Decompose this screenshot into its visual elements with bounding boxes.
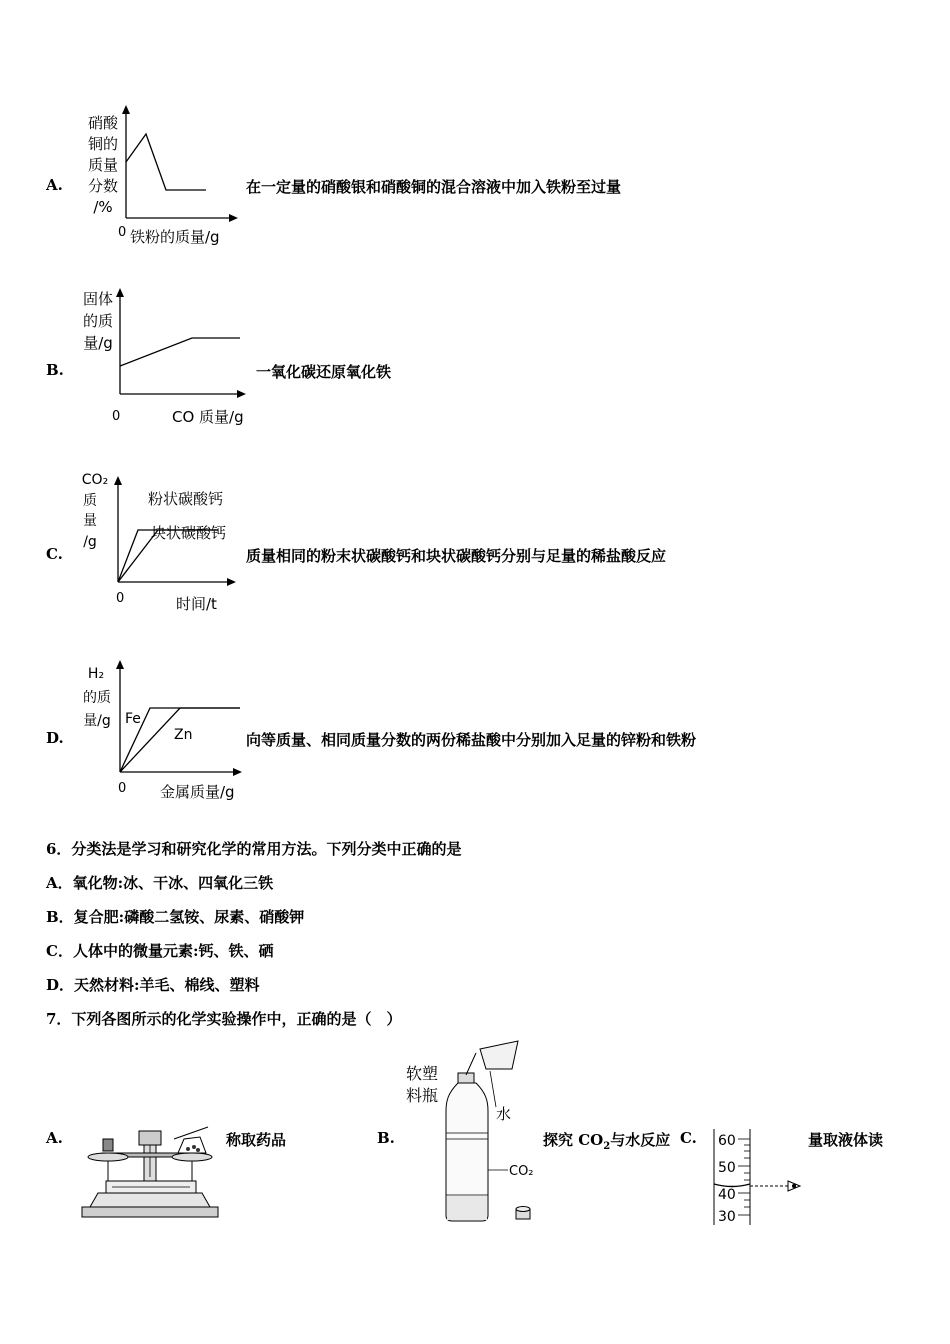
- series-line-copper-nitrate: [126, 134, 206, 190]
- origin-label: 0: [116, 591, 125, 606]
- q5-option-b-chart: [70, 282, 260, 432]
- ylabel-line: CO₂: [81, 472, 109, 488]
- x-axis-label: 时间/t: [176, 595, 217, 613]
- q6-option-c: C．人体中的微量元素:钙、铁、硒: [46, 942, 274, 960]
- ylabel-line: H₂: [87, 666, 105, 682]
- water-label: 水: [496, 1105, 512, 1123]
- ylabel-line: 铜的: [87, 135, 119, 153]
- q7-option-c-letter: C.: [680, 1129, 697, 1147]
- q5-option-a-chart: [70, 100, 245, 250]
- plastic-bottle-illustration: [400, 1035, 550, 1227]
- ylabel-line: 量/g: [83, 713, 111, 729]
- ylabel-line: 量: [83, 513, 97, 529]
- x-axis-arrow: [229, 214, 238, 222]
- x-axis-label: CO 质量/g: [172, 408, 244, 426]
- q5-option-d-letter: D.: [46, 729, 64, 747]
- bottle-label-line-1: 软塑: [406, 1064, 439, 1083]
- legend-label-powder: 粉状碳酸钙: [148, 490, 224, 508]
- graduated-cylinder-illustration: [710, 1125, 810, 1229]
- ylabel-line: 的质: [83, 690, 111, 706]
- q5-option-b-description: 一氧化碳还原氧化铁: [256, 363, 392, 381]
- q7-option-b-caption: [543, 1129, 670, 1152]
- ylabel-line: 的质: [82, 312, 114, 330]
- ylabel-line: /g: [83, 534, 97, 550]
- series-label-zn: Zn: [174, 727, 193, 743]
- y-axis-arrow: [116, 660, 124, 669]
- y-axis-arrow: [114, 476, 122, 485]
- q5-option-d-chart: [70, 652, 250, 804]
- gas-label: CO₂: [509, 1164, 534, 1179]
- series-line-solid-mass: [120, 338, 240, 366]
- ylabel-line: 硝酸: [87, 114, 119, 132]
- scale-label: 50: [718, 1160, 736, 1176]
- ylabel-line: 固体: [82, 290, 114, 308]
- weight-icon: [103, 1139, 113, 1151]
- q6-option-b: B．复合肥:磷酸二氢铵、尿素、硝酸钾: [46, 908, 305, 926]
- x-axis-arrow: [237, 390, 246, 398]
- y-axis-arrow: [122, 105, 130, 114]
- origin-label: 0: [118, 781, 127, 796]
- ylabel-line: /%: [93, 198, 113, 216]
- q5-option-a-description: 在一定量的硝酸银和硝酸铜的混合溶液中加入铁粉至过量: [246, 178, 622, 196]
- q5-option-c-chart: [70, 466, 248, 616]
- scale-label: 60: [718, 1133, 736, 1149]
- q5-option-c-description: 质量相同的粉末状碳酸钙和块状碳酸钙分别与足量的稀盐酸反应: [246, 547, 667, 565]
- q5-option-c-letter: C.: [46, 545, 63, 563]
- q5-option-d-description: 向等质量、相同质量分数的两份稀盐酸中分别加入足量的锌粉和铁粉: [246, 731, 697, 749]
- ylabel-line: 质量: [87, 156, 119, 174]
- scale-label: 30: [718, 1209, 736, 1225]
- y-axis-arrow: [116, 288, 124, 297]
- legend-label-lump: 块状碳酸钙: [151, 524, 227, 542]
- caption-subscript: 2: [603, 1141, 611, 1152]
- q7-option-a-caption: 称取药品: [226, 1131, 287, 1149]
- q7-option-b-letter: B.: [377, 1129, 395, 1147]
- q7-option-c-caption: 量取液体读: [808, 1131, 884, 1149]
- x-axis-label: 金属质量/g: [160, 783, 235, 801]
- x-axis-label: 铁粉的质量/g: [130, 228, 220, 246]
- x-axis-arrow: [227, 578, 236, 586]
- series-label-fe: Fe: [125, 711, 141, 727]
- scale-label: 40: [718, 1187, 736, 1203]
- bottle-label-line-2: 料瓶: [406, 1086, 439, 1105]
- origin-label: 0: [112, 409, 121, 424]
- ylabel-line: 分数: [87, 177, 119, 195]
- q7-option-a-letter: A.: [46, 1129, 63, 1147]
- x-axis-arrow: [233, 768, 242, 776]
- caption-part: 与水反应: [610, 1131, 671, 1149]
- caption-part: 探究 CO: [543, 1131, 604, 1149]
- q5-option-b-letter: B.: [46, 361, 64, 379]
- ylabel-line: 质: [83, 493, 97, 509]
- q6-option-d: D．天然材料:羊毛、棉线、塑料: [46, 976, 260, 994]
- q6-stem: 6．分类法是学习和研究化学的常用方法。下列分类中正确的是: [46, 840, 462, 858]
- origin-label: 0: [118, 225, 127, 240]
- q5-option-a-letter: A.: [46, 176, 63, 194]
- balance-scale-illustration: [78, 1125, 228, 1220]
- q7-stem: 7．下列各图所示的化学实验操作中，正确的是（ ）: [46, 1010, 402, 1028]
- ylabel-line: 量/g: [83, 334, 113, 352]
- q6-option-a: A．氧化物:冰、干冰、四氧化三铁: [46, 874, 274, 892]
